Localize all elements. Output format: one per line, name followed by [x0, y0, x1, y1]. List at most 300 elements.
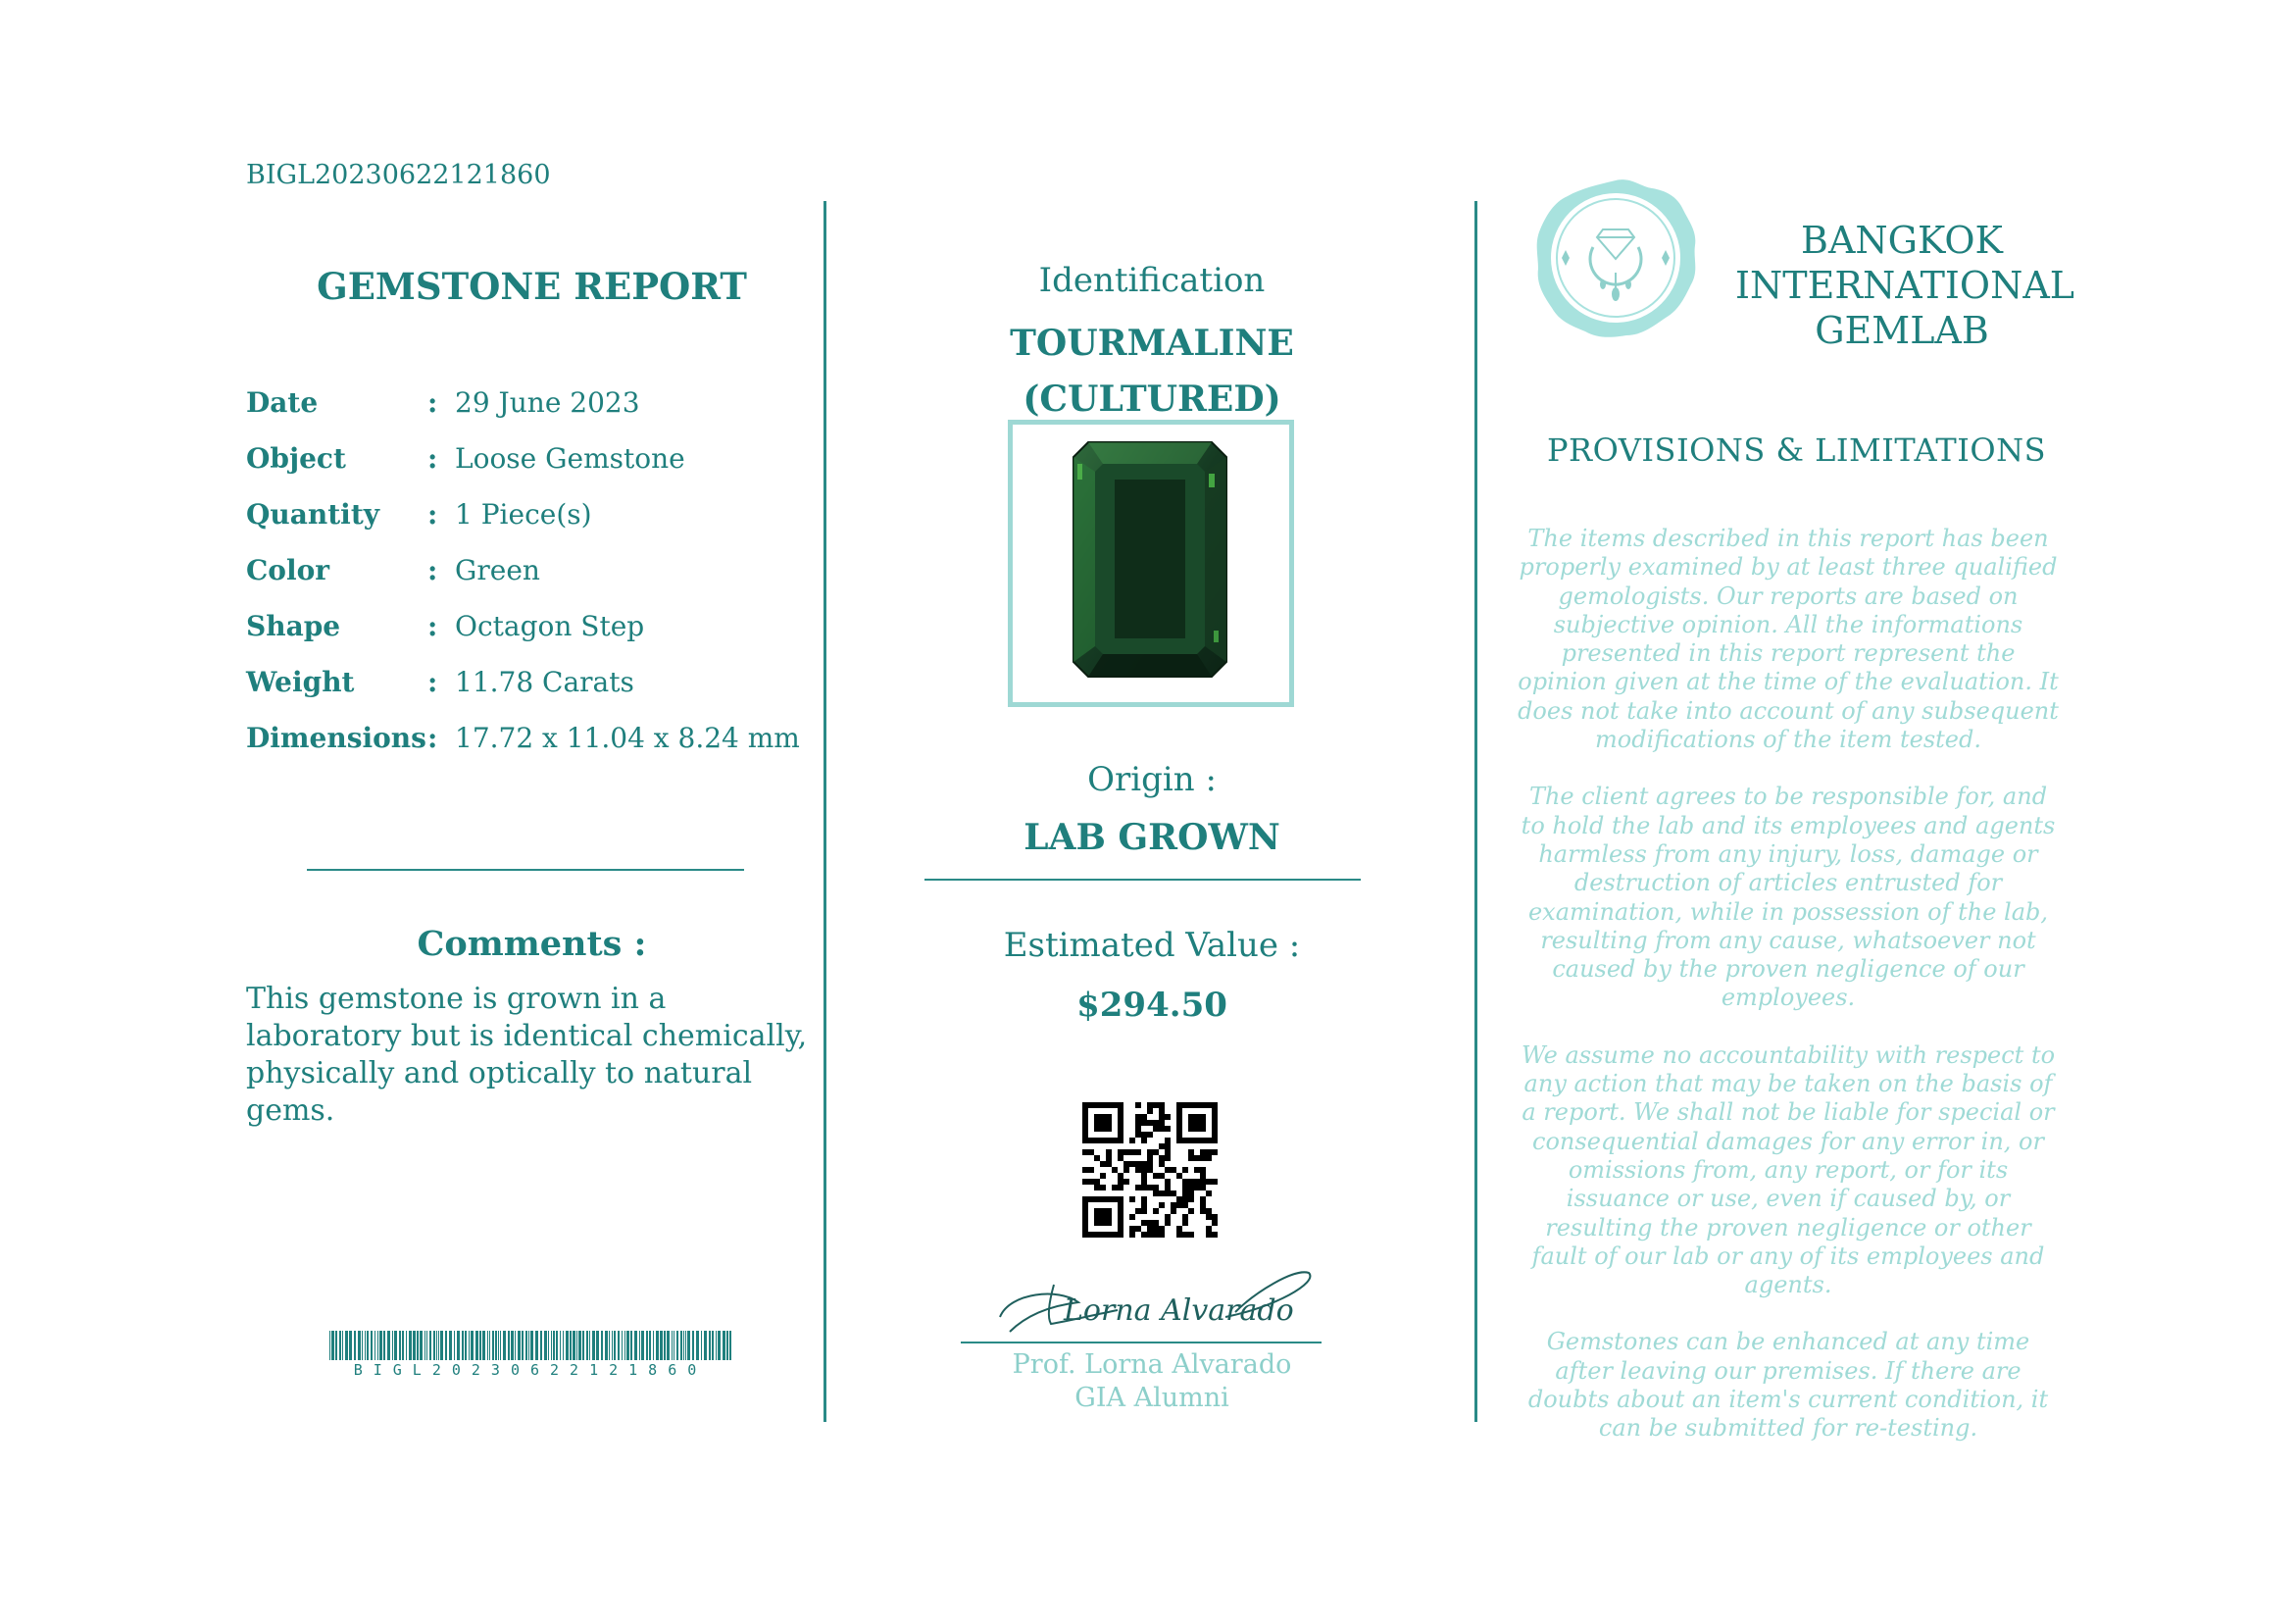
qr-module [1159, 1126, 1165, 1132]
qr-module [1082, 1120, 1088, 1126]
barcode-bar [530, 1331, 533, 1360]
qr-module [1147, 1102, 1153, 1108]
barcode-bar [479, 1331, 481, 1360]
qr-module [1135, 1208, 1141, 1214]
barcode-bar [335, 1331, 337, 1360]
spec-value: 11.78 Carats [455, 666, 634, 698]
barcode-bar [469, 1331, 470, 1360]
qr-module [1165, 1185, 1171, 1190]
qr-module [1135, 1226, 1141, 1232]
barcode-bar [609, 1331, 610, 1360]
comments-title: Comments : [417, 924, 647, 964]
qr-module [1159, 1108, 1165, 1114]
qr-module [1094, 1220, 1100, 1226]
barcode-bar [426, 1331, 427, 1360]
barcode-bar [379, 1331, 382, 1360]
qr-module [1188, 1190, 1194, 1196]
qr-module [1153, 1226, 1159, 1232]
signer-block [828, 1348, 1475, 1415]
barcode-bar [649, 1331, 651, 1360]
qr-module [1094, 1138, 1100, 1143]
barcode-bar [605, 1331, 608, 1360]
qr-module [1153, 1102, 1159, 1108]
qr-module [1100, 1196, 1106, 1202]
qr-module [1135, 1149, 1141, 1155]
qr-module [1123, 1161, 1129, 1167]
barcode-bar [709, 1331, 711, 1360]
qr-module [1112, 1232, 1118, 1238]
spec-row-object [246, 431, 800, 486]
qr-module [1094, 1155, 1100, 1161]
qr-module [1141, 1120, 1147, 1126]
qr-module [1135, 1132, 1141, 1138]
qr-module [1212, 1232, 1218, 1238]
spec-label: Shape [246, 610, 341, 642]
barcode-bar [672, 1331, 673, 1360]
barcode-bar [417, 1331, 419, 1360]
spec-row-weight [246, 654, 800, 710]
signer-name: Prof. Lorna Alvarado [1012, 1349, 1292, 1380]
qr-module [1200, 1173, 1206, 1179]
provisions-paragraph: Gemstones can be enhanced at any time after leaving our premises. If there are doubts about an item's current condition, it can be submitted for re-testing. [1527, 1328, 2049, 1443]
qr-module [1123, 1149, 1129, 1155]
qr-module [1206, 1214, 1212, 1220]
report-title: GEMSTONE REPORT [317, 265, 747, 308]
qr-module [1106, 1114, 1112, 1120]
barcode-bar [492, 1331, 494, 1360]
report-id: BIGL20230622121860 [246, 160, 551, 190]
spec-row-dimensions [246, 710, 800, 766]
barcode-bar [687, 1331, 690, 1360]
qr-module [1112, 1185, 1118, 1190]
barcode-bar [656, 1331, 659, 1360]
barcode [329, 1331, 731, 1360]
qr-module [1118, 1214, 1123, 1220]
barcode-bar [664, 1331, 666, 1360]
barcode-bar [515, 1331, 516, 1360]
qr-module [1188, 1185, 1194, 1190]
qr-module [1159, 1202, 1165, 1208]
qr-module [1118, 1120, 1123, 1126]
barcode-number: BIGL20230622121860 [353, 1361, 708, 1379]
spec-label: Color [246, 554, 330, 586]
provisions-paragraph: The items described in this report has been properly examined by at least three qualified gemologists. Our reports are based on subjective opinion. All the informations presented in this report represent the opinion given at the time of the evaluation. It does not take into account of any subsequent modifications of the item tested. [1518, 525, 2059, 754]
identification-line-1: TOURMALINE [1010, 323, 1294, 364]
spec-label: Weight [246, 666, 355, 698]
barcode-bar [525, 1331, 527, 1360]
origin-value: LAB GROWN [1023, 817, 1280, 858]
qr-module [1094, 1120, 1100, 1126]
qr-module [1194, 1155, 1200, 1161]
qr-module [1094, 1102, 1100, 1108]
spec-separator: : [427, 386, 438, 419]
qr-module [1088, 1179, 1094, 1185]
barcode-bar [624, 1331, 625, 1360]
qr-module [1171, 1202, 1176, 1208]
qr-module [1206, 1190, 1212, 1196]
barcode-bar [518, 1331, 521, 1360]
qr-module [1082, 1232, 1088, 1238]
qr-module [1182, 1220, 1188, 1226]
qr-module [1129, 1232, 1135, 1238]
qr-module [1188, 1232, 1194, 1238]
qr-module [1088, 1102, 1094, 1108]
qr-module [1118, 1232, 1123, 1238]
qr-module [1171, 1190, 1176, 1196]
barcode-bar [723, 1331, 725, 1360]
qr-module [1135, 1102, 1141, 1108]
qr-module [1141, 1173, 1147, 1179]
spec-label: Object [246, 442, 346, 475]
barcode-bar [503, 1331, 506, 1360]
barcode-bar [449, 1331, 452, 1360]
qr-module [1176, 1173, 1182, 1179]
qr-module [1106, 1196, 1112, 1202]
qr-module [1182, 1179, 1188, 1185]
qr-module [1112, 1102, 1118, 1108]
barcode-bar [482, 1331, 485, 1360]
qr-module [1141, 1196, 1147, 1202]
qr-module [1141, 1232, 1147, 1238]
qr-module [1212, 1132, 1218, 1138]
qr-module [1159, 1102, 1165, 1108]
qr-module [1176, 1132, 1182, 1138]
barcode-bar [646, 1331, 648, 1360]
qr-module [1159, 1161, 1165, 1167]
qr-module [1118, 1132, 1123, 1138]
qr-module [1153, 1173, 1159, 1179]
qr-module [1194, 1114, 1200, 1120]
qr-module [1188, 1120, 1194, 1126]
barcode-bar [500, 1331, 501, 1360]
qr-module [1118, 1102, 1123, 1108]
spec-row-quantity [246, 486, 800, 542]
qr-module [1188, 1208, 1194, 1214]
spec-label: Dimensions [246, 722, 426, 754]
qr-module [1112, 1167, 1118, 1173]
lab-name-line-2: INTERNATIONAL [1735, 264, 2075, 307]
barcode-bar [601, 1331, 603, 1360]
spec-value: Octagon Step [455, 610, 645, 642]
qr-module [1106, 1161, 1112, 1167]
qr-module [1188, 1155, 1194, 1161]
barcode-bar [614, 1331, 616, 1360]
barcode-bar [556, 1331, 558, 1360]
qr-module [1082, 1167, 1088, 1173]
qr-module [1082, 1138, 1088, 1143]
spec-separator: : [427, 554, 438, 586]
qr-module [1106, 1149, 1112, 1155]
barcode-bar [622, 1331, 623, 1360]
barcode-bar [596, 1331, 599, 1360]
qr-module [1100, 1214, 1106, 1220]
qr-module [1212, 1179, 1218, 1185]
qr-module [1182, 1102, 1188, 1108]
gemstone-image [1013, 425, 1289, 702]
barcode-bar [522, 1331, 524, 1360]
barcode-bar [716, 1331, 717, 1360]
gemstone-photo-frame [1008, 420, 1294, 707]
qr-module [1147, 1155, 1153, 1161]
qr-module [1135, 1126, 1141, 1132]
barcode-bar [487, 1331, 488, 1360]
qr-module [1100, 1185, 1106, 1190]
qr-module [1153, 1120, 1159, 1126]
barcode-bar [440, 1331, 443, 1360]
provisions-paragraph: The client agrees to be responsible for, and to hold the lab and its employees and agents harmless from any injury, loss, damage or destruction of articles entrusted for examination, while in possession of the lab, resulting from any cause, whatsoever not caused by the proven negligence of our employees. [1521, 783, 2056, 1012]
qr-module [1147, 1226, 1153, 1232]
qr-module [1082, 1102, 1088, 1108]
barcode-bar [394, 1331, 397, 1360]
barcode-bar [667, 1331, 670, 1360]
qr-module [1176, 1126, 1182, 1132]
qr-module [1200, 1126, 1206, 1132]
spec-separator: : [427, 610, 438, 642]
qr-module [1200, 1149, 1206, 1155]
qr-module [1106, 1208, 1112, 1214]
spec-row-date [246, 375, 800, 431]
barcode-bar [582, 1331, 584, 1360]
spec-row-shape [246, 598, 800, 654]
qr-module [1141, 1161, 1147, 1167]
qr-module [1147, 1167, 1153, 1173]
barcode-bar [367, 1331, 369, 1360]
qr-module [1147, 1108, 1153, 1114]
spec-table [246, 375, 800, 766]
spec-label: Quantity [246, 498, 380, 531]
lab-name-line-1: BANGKOK [1801, 219, 2003, 262]
spec-separator: : [427, 722, 438, 754]
qr-module [1159, 1143, 1165, 1149]
spec-value: 17.72 x 11.04 x 8.24 mm [455, 722, 800, 754]
qr-module [1194, 1102, 1200, 1108]
qr-module [1200, 1114, 1206, 1120]
qr-module [1188, 1196, 1194, 1202]
qr-module [1094, 1196, 1100, 1202]
qr-module [1176, 1202, 1182, 1208]
signature-line [961, 1342, 1322, 1343]
qr-module [1176, 1226, 1182, 1232]
spec-separator: : [427, 666, 438, 698]
barcode-bar [540, 1331, 542, 1360]
barcode-bar [578, 1331, 581, 1360]
barcode-bar [345, 1331, 348, 1360]
qr-module [1200, 1185, 1206, 1190]
qr-module [1159, 1173, 1165, 1179]
barcode-bar [392, 1331, 393, 1360]
barcode-bar [362, 1331, 363, 1360]
qr-module [1182, 1202, 1188, 1208]
barcode-bar [465, 1331, 467, 1360]
barcode-bar [680, 1331, 682, 1360]
qr-module [1129, 1161, 1135, 1167]
qr-module [1129, 1138, 1135, 1143]
qr-module [1206, 1149, 1212, 1155]
qr-module [1176, 1114, 1182, 1120]
qr-module [1188, 1149, 1194, 1155]
qr-module [1100, 1120, 1106, 1126]
barcode-bar [339, 1331, 341, 1360]
qr-module [1106, 1155, 1112, 1161]
qr-module [1088, 1232, 1094, 1238]
barcode-bar [329, 1331, 330, 1360]
qr-module [1200, 1196, 1206, 1202]
barcode-bar [626, 1331, 629, 1360]
barcode-bar [374, 1331, 375, 1360]
qr-module [1194, 1185, 1200, 1190]
qr-module [1188, 1102, 1194, 1108]
barcode-bar [342, 1331, 343, 1360]
qr-module [1176, 1108, 1182, 1114]
qr-module [1165, 1167, 1171, 1173]
barcode-bar [726, 1331, 728, 1360]
barcode-bar [365, 1331, 366, 1360]
qr-module [1118, 1138, 1123, 1143]
qr-module [1212, 1114, 1218, 1120]
qr-module [1118, 1155, 1123, 1161]
barcode-bar [718, 1331, 721, 1360]
qr-module [1100, 1102, 1106, 1108]
qr-code [1082, 1102, 1218, 1238]
qr-module [1194, 1120, 1200, 1126]
qr-module [1141, 1208, 1147, 1214]
barcode-bar [511, 1331, 514, 1360]
qr-module [1118, 1108, 1123, 1114]
barcode-bar [358, 1331, 361, 1360]
qr-module [1147, 1149, 1153, 1155]
qr-module [1118, 1202, 1123, 1208]
qr-module [1082, 1126, 1088, 1132]
qr-module [1159, 1232, 1165, 1238]
qr-module [1165, 1190, 1171, 1196]
qr-module [1100, 1114, 1106, 1120]
qr-module [1141, 1138, 1147, 1143]
qr-module [1094, 1185, 1100, 1190]
spec-value: 1 Piece(s) [455, 498, 592, 531]
divider-left [824, 201, 826, 1422]
qr-module [1118, 1114, 1123, 1120]
qr-module [1159, 1120, 1165, 1126]
barcode-bar [489, 1331, 490, 1360]
barcode-bar [553, 1331, 555, 1360]
qr-module [1082, 1214, 1088, 1220]
qr-module [1118, 1185, 1123, 1190]
barcode-bar [409, 1331, 412, 1360]
barcode-bar [535, 1331, 538, 1360]
identification-label: Identification [1038, 261, 1266, 300]
qr-module [1094, 1214, 1100, 1220]
barcode-bar [354, 1331, 356, 1360]
qr-module [1118, 1149, 1123, 1155]
qr-module [1188, 1138, 1194, 1143]
qr-module [1159, 1226, 1165, 1232]
qr-module [1206, 1208, 1212, 1214]
barcode-bar [641, 1331, 644, 1360]
estimated-value-amount: $294.50 [1076, 986, 1227, 1025]
qr-module [1135, 1161, 1141, 1167]
barcode-bar [576, 1331, 577, 1360]
qr-module [1165, 1220, 1171, 1226]
barcode-bar [349, 1331, 352, 1360]
qr-module [1100, 1208, 1106, 1214]
qr-module [1129, 1196, 1135, 1202]
barcode-bar [495, 1331, 497, 1360]
qr-module [1141, 1220, 1147, 1226]
qr-module [1212, 1108, 1218, 1114]
divider-rule [924, 879, 1361, 881]
provisions-paragraph: We assume no accountability with respect to any action that may be taken on the basis of a report. We shall not be liable for special or consequential damages for any error in, or omissions from, any report, or for its issuance or use, even if caused by, or resulting the proven negligence or other fault of our lab or any of its employees and agents. [1521, 1040, 2056, 1299]
spec-label: Date [246, 386, 319, 419]
signature [980, 1263, 1319, 1346]
barcode-bar [696, 1331, 699, 1360]
qr-module [1118, 1179, 1123, 1185]
qr-module [1194, 1167, 1200, 1173]
qr-module [1200, 1208, 1206, 1214]
barcode-bar [589, 1331, 590, 1360]
qr-module [1147, 1220, 1153, 1226]
qr-module [1135, 1120, 1141, 1126]
qr-module [1106, 1220, 1112, 1226]
barcode-bar [560, 1331, 561, 1360]
qr-module [1176, 1138, 1182, 1143]
qr-module [1088, 1167, 1094, 1173]
qr-module [1094, 1179, 1100, 1185]
qr-module [1165, 1138, 1171, 1143]
qr-module [1212, 1120, 1218, 1126]
qr-module [1147, 1132, 1153, 1138]
barcode-bar [438, 1331, 439, 1360]
barcode-bar [457, 1331, 460, 1360]
barcode-bar [402, 1331, 404, 1360]
qr-module [1182, 1196, 1188, 1202]
qr-module [1141, 1167, 1147, 1173]
barcode-bar [429, 1331, 431, 1360]
qr-module [1082, 1208, 1088, 1214]
qr-module [1088, 1149, 1094, 1155]
qr-module [1165, 1214, 1171, 1220]
barcode-bar [544, 1331, 547, 1360]
qr-module [1212, 1126, 1218, 1132]
qr-module [1106, 1232, 1112, 1238]
qr-module [1153, 1208, 1159, 1214]
qr-module [1206, 1138, 1212, 1143]
lab-name-line-3: GEMLAB [1815, 309, 1989, 352]
qr-module [1141, 1132, 1147, 1138]
barcode-bar [712, 1331, 714, 1360]
qr-module [1171, 1208, 1176, 1214]
barcode-bar [424, 1331, 425, 1360]
qr-module [1100, 1220, 1106, 1226]
barcode-bar [639, 1331, 640, 1360]
barcode-bar [508, 1331, 510, 1360]
qr-module [1094, 1208, 1100, 1214]
barcode-bar [331, 1331, 334, 1360]
barcode-bar [436, 1331, 437, 1360]
spec-value: Green [455, 554, 540, 586]
qr-module [1212, 1149, 1218, 1155]
qr-module [1112, 1138, 1118, 1143]
qr-module [1206, 1226, 1212, 1232]
qr-module [1159, 1114, 1165, 1120]
barcode-bar [685, 1331, 686, 1360]
qr-module [1182, 1185, 1188, 1190]
qr-module [1147, 1185, 1153, 1190]
qr-module [1118, 1220, 1123, 1226]
qr-module [1200, 1155, 1206, 1161]
barcode-bar [692, 1331, 694, 1360]
barcode-bar [498, 1331, 499, 1360]
barcode-bar [704, 1331, 707, 1360]
